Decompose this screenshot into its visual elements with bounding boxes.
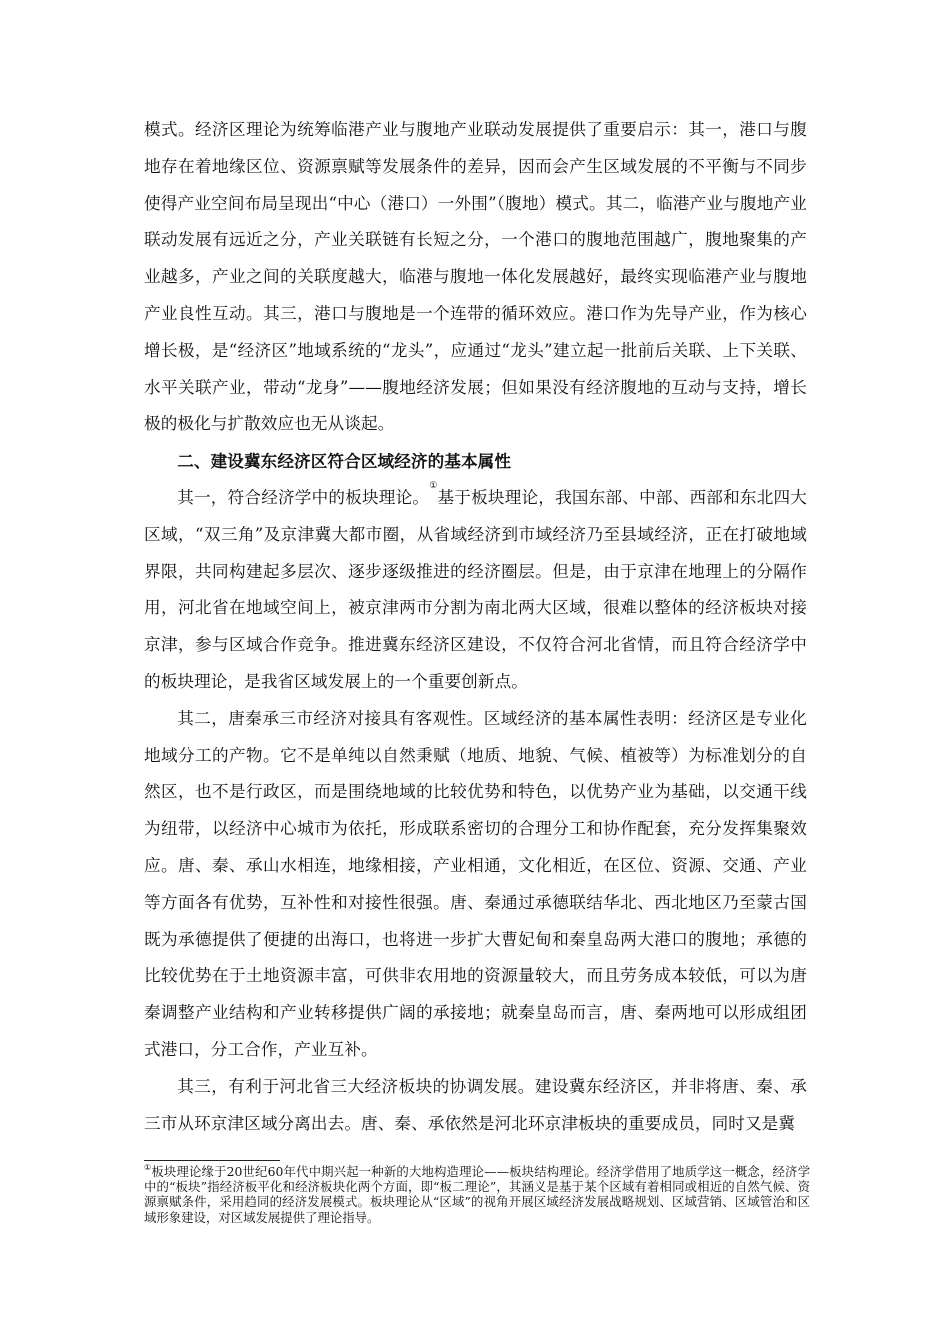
paragraph-2: 其二，唐秦承三市经济对接具有客观性。区域经济的基本属性表明：经济区是专业化地域分工的产物。它不是单纯以自然秉赋（地质、地貌、气候、植被等）为标准划分的自然区，也不是行政区，而是围绕地域的比较优势和特色，以优势产业为基础，以交通干线为纽带，以经济中心城市为依托，形成联系密切的合理分工和协作配套，充分发挥集聚效应。唐、秦、承山水相连，地缘相接，产业相通，文化相近，在区位、资源、交通、产业等方面各有优势，互补性和对接性很强。唐、秦通过承德联结华北、西北地区乃至蒙古国既为承德提供了便捷的出海口，也将进一步扩大曹妃甸和秦皇岛两大港口的腹地；承德的比较优势在于土地资源丰富，可供非农用地的资源量较大，而且劳务成本较低，可以为唐秦调整产业结构和产业转移提供广阔的承接地；就秦皇岛而言，唐、秦两地可以形成组团式港口，分工合作，产业互补。	[144, 708, 807, 1059]
body-text	[144, 112, 807, 1142]
paragraph-1	[144, 480, 807, 701]
footnote-reference[interactable]: ①	[429, 480, 438, 491]
section-heading: 二、建设冀东经济区符合区域经济的基本属性	[177, 451, 512, 472]
footnote-separator	[144, 1160, 280, 1161]
paragraph-continued: 模式。经济区理论为统筹临港产业与腹地产业联动发展提供了重要启示：其一，港口与腹地存在着地缘区位、资源禀赋等发展条件的差异，因而会产生区域发展的不平衡与不同步使得产业空间布局呈现出“中心（港口）一外围”（腹地）模式。其二，临港产业与腹地产业联动发展有远近之分，产业关联链有长短之分，一个港口的腹地范围越广，腹地聚集的产业越多，产业之间的关联度越大，临港与腹地一体化发展越好，最终实现临港产业与腹地产业良性互动。其三，港口与腹地是一个连带的循环效应。港口作为先导产业，作为核心增长极，是“经济区”地域系统的“龙头”，应通过“龙头”建立起一批前后关联、上下关联、水平关联产业，带动“龙身”——腹地经济发展；但如果没有经济腹地的互动与支持，增长极的极化与扩散效应也无从谈起。	[144, 120, 807, 434]
paragraph-3: 其三，有利于河北省三大经济板块的协调发展。建设冀东经济区，并非将唐、秦、承三市从环京津区域分离出去。唐、秦、承依然是河北环京津板块的重要成员，同时又是冀	[144, 1076, 807, 1133]
footnote	[144, 1164, 810, 1225]
footnote-mark: ①	[144, 1163, 152, 1172]
paragraph-1-rest: 基于板块理论，我国东部、中部、西部和东北四大区域，“双三角”及京津冀大都市圈，从省域经济到市域经济乃至县域经济，正在打破地域界限，共同构建起多层次、逐步逐级推进的经济圈层。但是，由于京津在地理上的分隔作用，河北省在地域空间上，被京津两市分割为南北两大区域，很难以整体的经济板块对接京津，参与区域合作竞争。推进冀东经济区建设，不仅符合河北省情，而且符合经济学中的板块理论，是我省区域发展上的一个重要创新点。	[144, 487, 807, 691]
paragraph-1-lead: 其一，符合经济学中的板块理论。	[177, 487, 430, 507]
footnote-text: 板块理论缘于20世纪60年代中期兴起一种新的大地构造理论——板块结构理论。经济学借用了地质学这一概念，经济学中的“板块”指经济板平化和经济板块化两个方面，即“板二理论”，其涵义是基于某个区域有着相同或相近的自然气候、资源禀赋条件，采用趋同的经济发展模式。板块理论从“区域”的视角开展区域经济发展战略规划、区域营销、区域管治和区域形象建设，对区域发展提供了理论指导。	[144, 1164, 810, 1225]
